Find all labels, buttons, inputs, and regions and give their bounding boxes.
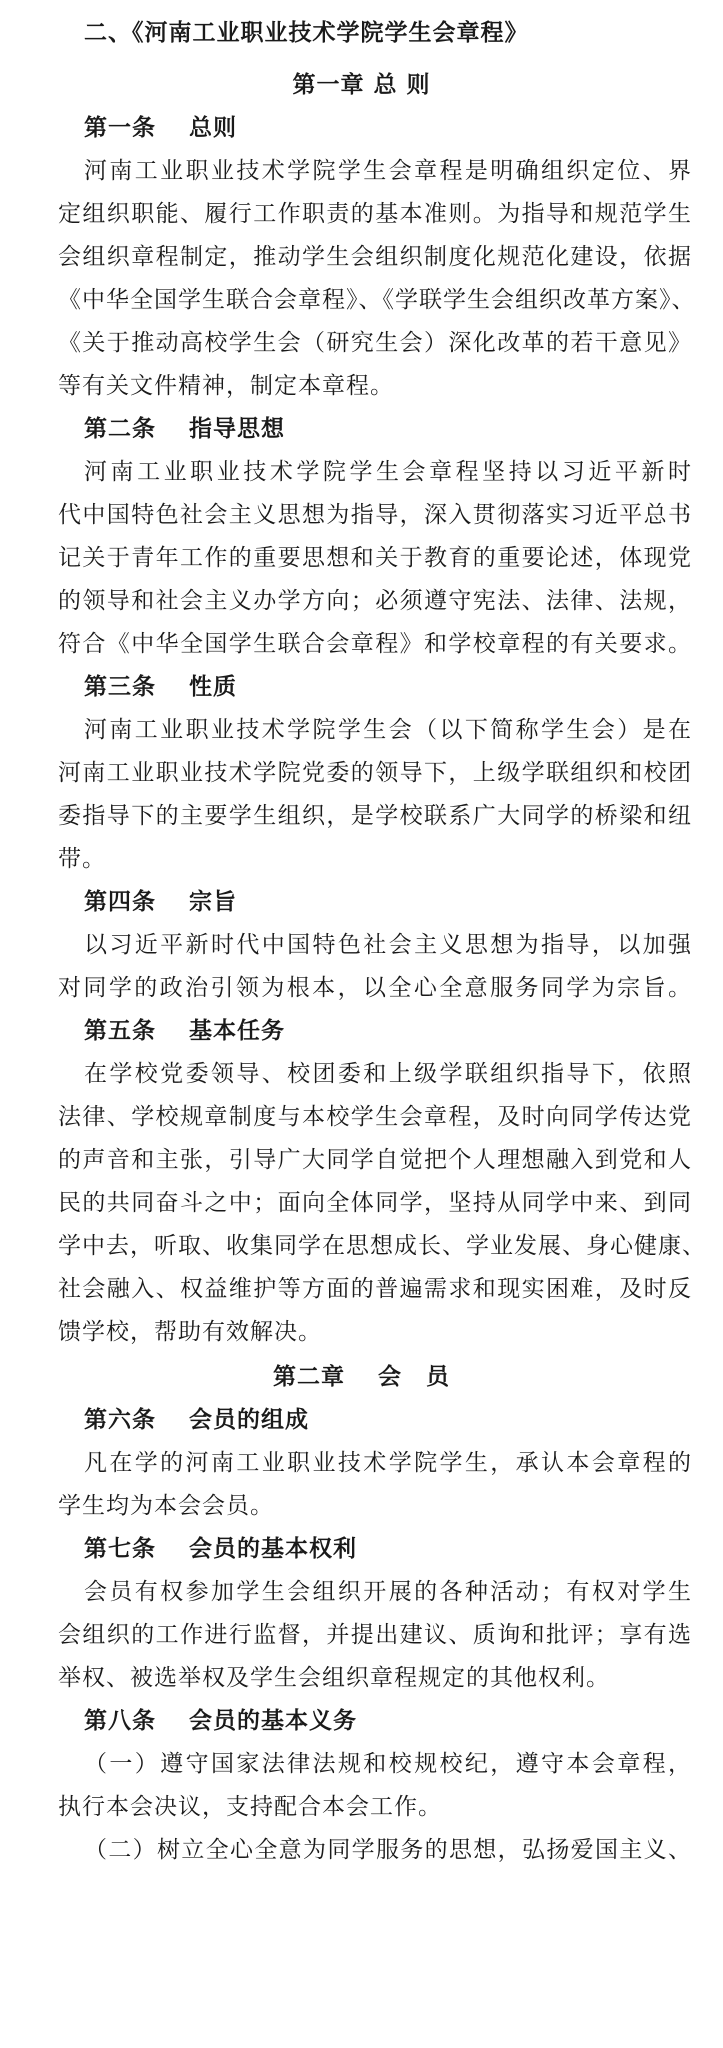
paragraph-line: 代中国特色社会主义思想为指导，深入贯彻落实习近平总书 xyxy=(58,502,692,528)
chapter-title: 第二章 会 员 xyxy=(272,1364,450,1390)
article-title: 第五条 基本任务 xyxy=(84,1018,286,1044)
paragraph-line: 执行本会决议，支持配合本会工作。 xyxy=(58,1794,442,1820)
article-title: 第八条 会员的基本义务 xyxy=(84,1708,358,1734)
paragraph-line: 河南工业职业技术学院学生会（以下简称学生会）是在 xyxy=(84,717,692,743)
paragraph-line: 河南工业职业技术学院学生会章程是明确组织定位、界 xyxy=(84,158,692,184)
paragraph-line: 带。 xyxy=(58,846,106,872)
paragraph-line: 等有关文件精神，制定本章程。 xyxy=(58,373,394,399)
article-title: 第七条 会员的基本权利 xyxy=(84,1536,358,1562)
paragraph-line: 学中去，听取、收集同学在思想成长、学业发展、身心健康、 xyxy=(58,1233,706,1259)
paragraph-line: 的声音和主张，引导广大同学自觉把个人理想融入到党和人 xyxy=(58,1147,692,1173)
paragraph-line: 社会融入、权益维护等方面的普遍需求和现实困难，及时反 xyxy=(58,1276,692,1302)
paragraph-line: 《中华全国学生联合会章程》、《学联学生会组织改革方案》、 xyxy=(58,287,696,313)
paragraph-line: 会组织的工作进行监督，并提出建议、质询和批评；享有选 xyxy=(58,1622,692,1648)
article-title: 第二条 指导思想 xyxy=(84,416,286,442)
section-title: 二、《河南工业职业技术学院学生会章程》 xyxy=(84,20,529,46)
article-title: 第三条 性质 xyxy=(84,674,238,700)
paragraph-line: 会员有权参加学生会组织开展的各种活动；有权对学生 xyxy=(84,1579,692,1605)
paragraph-line: 会组织章程制定，推动学生会组织制度化规范化建设，依据 xyxy=(58,244,692,270)
article-title: 第六条 会员的组成 xyxy=(84,1407,310,1433)
paragraph-line: 馈学校，帮助有效解决。 xyxy=(58,1319,322,1345)
paragraph-line: 的领导和社会主义办学方向；必须遵守宪法、法律、法规， xyxy=(58,588,692,614)
chapter-title: 第一章 总 则 xyxy=(292,72,431,98)
article-title: 第四条 宗旨 xyxy=(84,889,238,915)
paragraph-line: 河南工业职业技术学院党委的领导下，上级学联组织和校团 xyxy=(58,760,692,786)
paragraph-line: 委指导下的主要学生组织，是学校联系广大同学的桥梁和纽 xyxy=(58,803,692,829)
paragraph-line: （一）遵守国家法律法规和校规校纪，遵守本会章程， xyxy=(84,1751,692,1777)
paragraph-line: 在学校党委领导、校团委和上级学联组织指导下，依照 xyxy=(84,1061,692,1087)
paragraph-line: 记关于青年工作的重要思想和关于教育的重要论述，体现党 xyxy=(58,545,692,571)
paragraph-line: （二）树立全心全意为同学服务的思想，弘扬爱国主义、 xyxy=(84,1837,692,1863)
paragraph-line: 河南工业职业技术学院学生会章程坚持以习近平新时 xyxy=(84,459,692,485)
article-title: 第一条 总则 xyxy=(84,115,238,141)
paragraph-line: 以习近平新时代中国特色社会主义思想为指导，以加强 xyxy=(84,932,692,958)
paragraph-line: 法律、学校规章制度与本校学生会章程，及时向同学传达党 xyxy=(58,1104,692,1130)
paragraph-line: 凡在学的河南工业职业技术学院学生，承认本会章程的 xyxy=(84,1450,692,1476)
paragraph-line: 民的共同奋斗之中；面向全体同学，坚持从同学中来、到同 xyxy=(58,1190,692,1216)
paragraph-line: 定组织职能、履行工作职责的基本准则。为指导和规范学生 xyxy=(58,201,692,227)
paragraph-line: 对同学的政治引领为根本，以全心全意服务同学为宗旨。 xyxy=(58,975,692,1001)
paragraph-line: 《关于推动高校学生会（研究生会）深化改革的若干意见》 xyxy=(58,330,692,356)
paragraph-line: 举权、被选举权及学生会组织章程规定的其他权利。 xyxy=(58,1665,610,1691)
paragraph-line: 学生均为本会会员。 xyxy=(58,1493,274,1519)
paragraph-line: 符合《中华全国学生联合会章程》和学校章程的有关要求。 xyxy=(58,631,692,657)
